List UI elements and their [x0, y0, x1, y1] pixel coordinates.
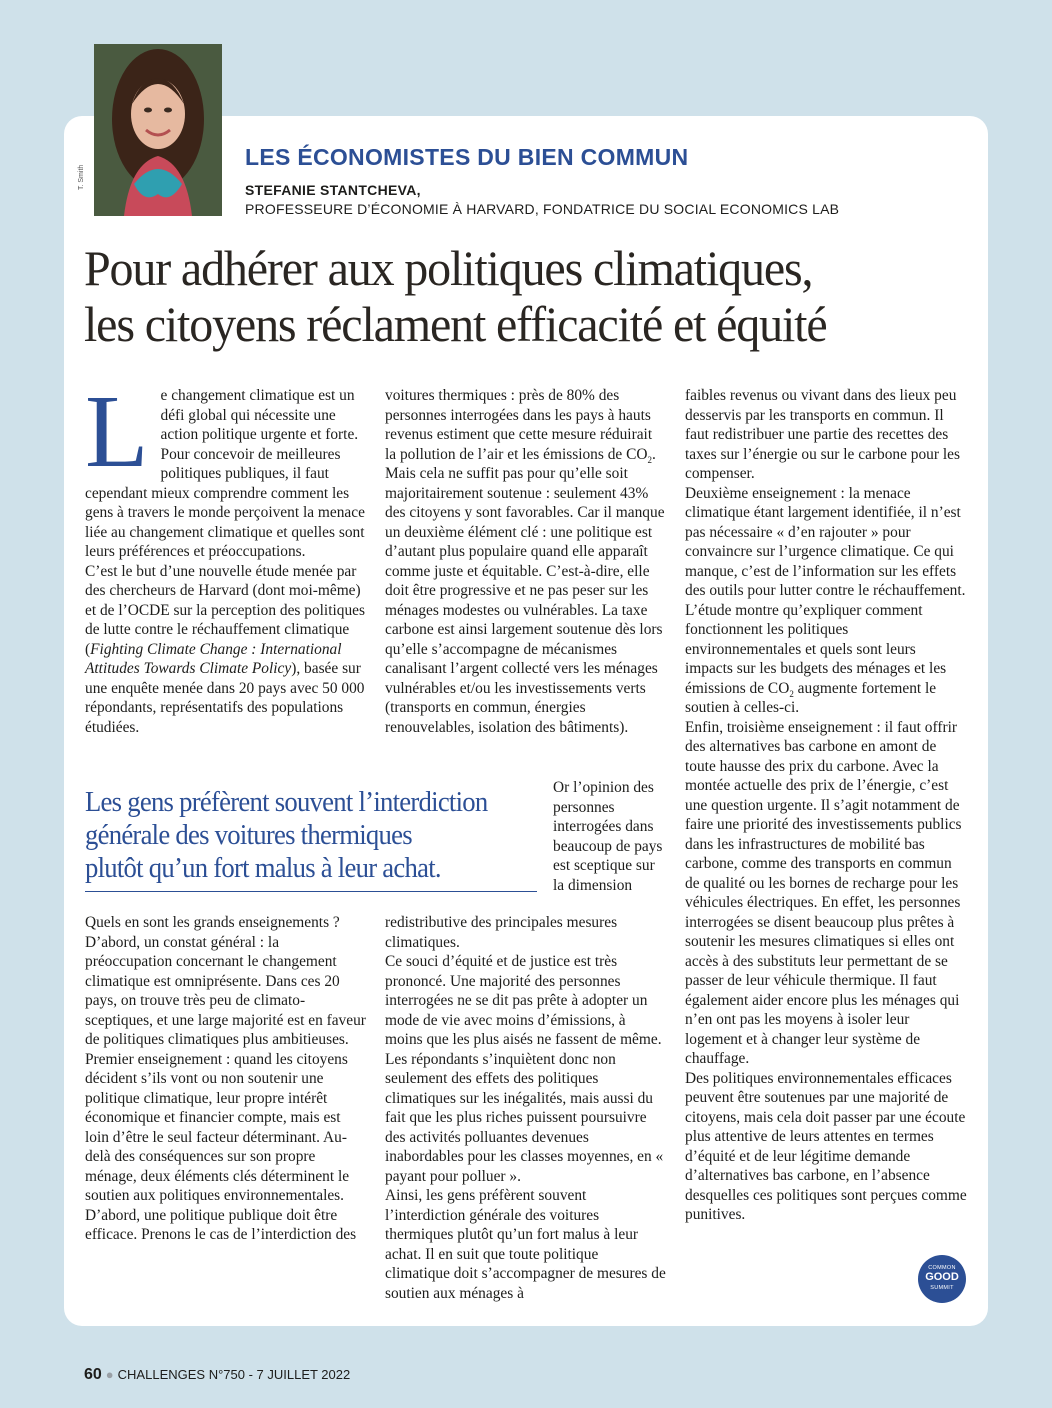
headline-line-1: Pour adhérer aux politiques climatiques, — [84, 240, 813, 296]
page-footer — [84, 1366, 350, 1384]
paragraph: Enfin, troisième enseignement : il faut offrir des alternatives bas carbone en amont de toute hausse des prix du carbone. Avec la montée actuelle des prix de l’énergie, c’est une question urgente. Il s’agit notamment de faire une priorité des investissements publics dans les infrastructures de mobilité bas carbone, comme des transports en commun de qualité ou les bornes de recharge pour les véhicules électriques. En effet, les personnes interrogées se disent beaucoup plus prêtes à soutenir les mesures climatiques si elles ont accès à des substituts leur permettant de se passer de leur véhicule thermique. Il faut également aider encore plus les ménages qui n’en ont pas les moyens à isoler leur logement et à changer leur système de chauffage. — [685, 718, 962, 1067]
headline — [84, 240, 929, 352]
subscript: 2 — [647, 454, 652, 465]
author-role: PROFESSEURE D’ÉCONOMIE À HARVARD, FONDATRICE DU SOCIAL ECONOMICS LAB — [245, 201, 840, 217]
logo-text: COMMON — [928, 1265, 956, 1271]
publication-info: CHALLENGES N°750 - 7 JUILLET 2022 — [117, 1367, 351, 1382]
paragraph: Quels en sont les grands enseignements ? D’abord, un constat général : la préoccupation concernant le changement climatique est omniprésente. Dans ces 20 pays, on trouve très peu de climato-sceptiques, et une large majorité est en faveur de politiques climatiques plus ambitieuses. — [85, 914, 366, 1048]
logo-text: GOOD — [925, 1271, 959, 1283]
dropcap: L — [85, 374, 149, 489]
paragraph — [685, 484, 967, 718]
page-number: 60 — [84, 1366, 102, 1383]
column-1-bottom — [85, 913, 367, 1245]
paragraph: Ce souci d’équité et de justice est très prononcé. Une majorité des personnes interrogées ne se dit pas prête à adopter un mode de vie avec moins d’émissions, à moins que les plus aisés ne fassent de même. Les répondants s’inquiètent donc non seulement des effets des politiques climatiques sur les inégalités, mais aussi du fait que les plus riches puissent poursuivre des activités polluantes devenues inabordables pour les classes moyennes, en « payant pour polluer ». — [385, 953, 664, 1185]
pull-quote-line-1: Les gens préfèrent souvent l’interdiction — [85, 786, 488, 818]
text: Deuxième enseignement : la menace climatique étant largement identifiée, il n’est pas nécessaire « d’en rajouter » pour convaincre sur l’urgence climatique. Ce qui manque, c’est de l’information sur les effets des outils pour lutter contre le réchauffement. L’étude montre qu’expliquer comment fonctionnent les politiques environnementales et quels sont leurs impacts sur les budgets des ménages et les émissions de CO — [685, 484, 966, 697]
paragraph: redistributive des principales mesures climatiques. — [385, 914, 618, 951]
logo-text: SUMMIT — [930, 1285, 954, 1291]
column-3 — [685, 386, 967, 1225]
bullet-icon: ● — [105, 1367, 114, 1382]
text: ), basée sur une enquête menée dans 20 pays avec 50 000 répondants, représentatifs des populations étudiées. — [85, 660, 365, 736]
column-2-middle — [553, 778, 665, 895]
text: . Mais cela ne suffit pas pour qu’elle soit majoritairement soutenue : seulement 43% des citoyens y sont favorables. Car il manque un deuxième élément clé : une politique est d’autant plus populaire quand elle apparaît comme juste et équitable. C’est-à-dire, elle doit être progressive et ne pas peser sur les ménages modestes ou vulnérables. La taxe carbone est ainsi largement soutenue dès lors qu’elle s’accompagne de mécanismes canalisant l’argent collecté vers les ménages vulnérables et/ou les investissements verts (transports en commun, énergies renouvelables, isolation des bâtiments). — [385, 445, 665, 736]
paragraph: faibles revenus ou vivant dans des lieux peu desservis par les transports en commun. Il faut redistribuer une partie des recettes des taxes sur l’énergie ou sur le carbone pour les compenser. — [685, 387, 960, 482]
author-photo — [94, 44, 222, 216]
paragraph: Premier enseignement : quand les citoyens décident s’ils vont ou non soutenir une politique climatique, leur propre intérêt économique et financier compte, mais est loin d’être le seul facteur déterminant. Au-delà des conséquences sur son propre ménage, deux éléments clés déterminent le soutien aux politiques environnementales. D’abord, une politique publique doit être efficace. Prenons le cas de l’interdiction des — [85, 1050, 357, 1243]
paragraph: Or l’opinion des personnes interrogées dans beaucoup de pays est sceptique sur la dimension — [553, 779, 663, 894]
pull-quote-line-3: plutôt qu’un fort malus à leur achat. — [85, 852, 441, 884]
author-name: STEFANIE STANTCHEVA, — [245, 182, 421, 198]
text: augmente fortement le soutien à celles-ci. — [685, 679, 937, 716]
photo-credit: T. Smith — [78, 164, 85, 190]
common-good-summit-logo — [918, 1255, 966, 1303]
headline-line-2: les citoyens réclament efficacité et équité — [84, 296, 827, 352]
paragraph: Des politiques environnementales efficaces peuvent être soutenues par une majorité de citoyens, mais cela doit passer par une écoute plus attentive de leurs attentes en termes d’équité et de leur légitime demande d’alternatives bas carbone, en l’absence desquelles ces politiques sont perçues comme punitives. — [685, 1069, 967, 1223]
text: voitures thermiques : près de 80% des personnes interrogées dans les pays à hauts revenus estiment que cette mesure réduirait la pollution de l’air et les émissions de CO — [385, 387, 653, 463]
paragraph — [385, 386, 667, 737]
column-2-bottom — [385, 913, 667, 1303]
pull-quote — [85, 786, 537, 892]
subscript: 2 — [789, 688, 794, 699]
column-2-top — [385, 386, 667, 737]
paragraph — [85, 562, 367, 738]
paragraph: Ainsi, les gens préfèrent souvent l’interdiction générale des voitures thermiques plutôt qu’un fort malus à leur achat. Il en suit que toute politique climatique doit s’accompagner de mesures de soutien aux ménages à — [385, 1187, 666, 1302]
study-title: Fighting Climate Change : International Attitudes Towards Climate Policy — [85, 640, 342, 677]
column-1-top — [85, 374, 367, 737]
text: C’est le but d’une nouvelle étude menée par des chercheurs de Harvard (dont moi-même) et de l’OCDE sur la perception des politiques de lutte contre le réchauffement climatique ( — [85, 562, 365, 658]
series-title: LES ÉCONOMISTES DU BIEN COMMUN — [245, 144, 689, 170]
pull-quote-line-2: générale des voitures thermiques — [85, 819, 412, 851]
text: e changement climatique est un défi global qui nécessite une action politique urgente et forte. Pour concevoir de meilleures politiques publiques, il faut cependant mieux comprendre comment les gens à travers le monde perçoivent la menace liée au changement climatique et quelles sont leurs préférences et préoccupations. — [85, 387, 365, 560]
